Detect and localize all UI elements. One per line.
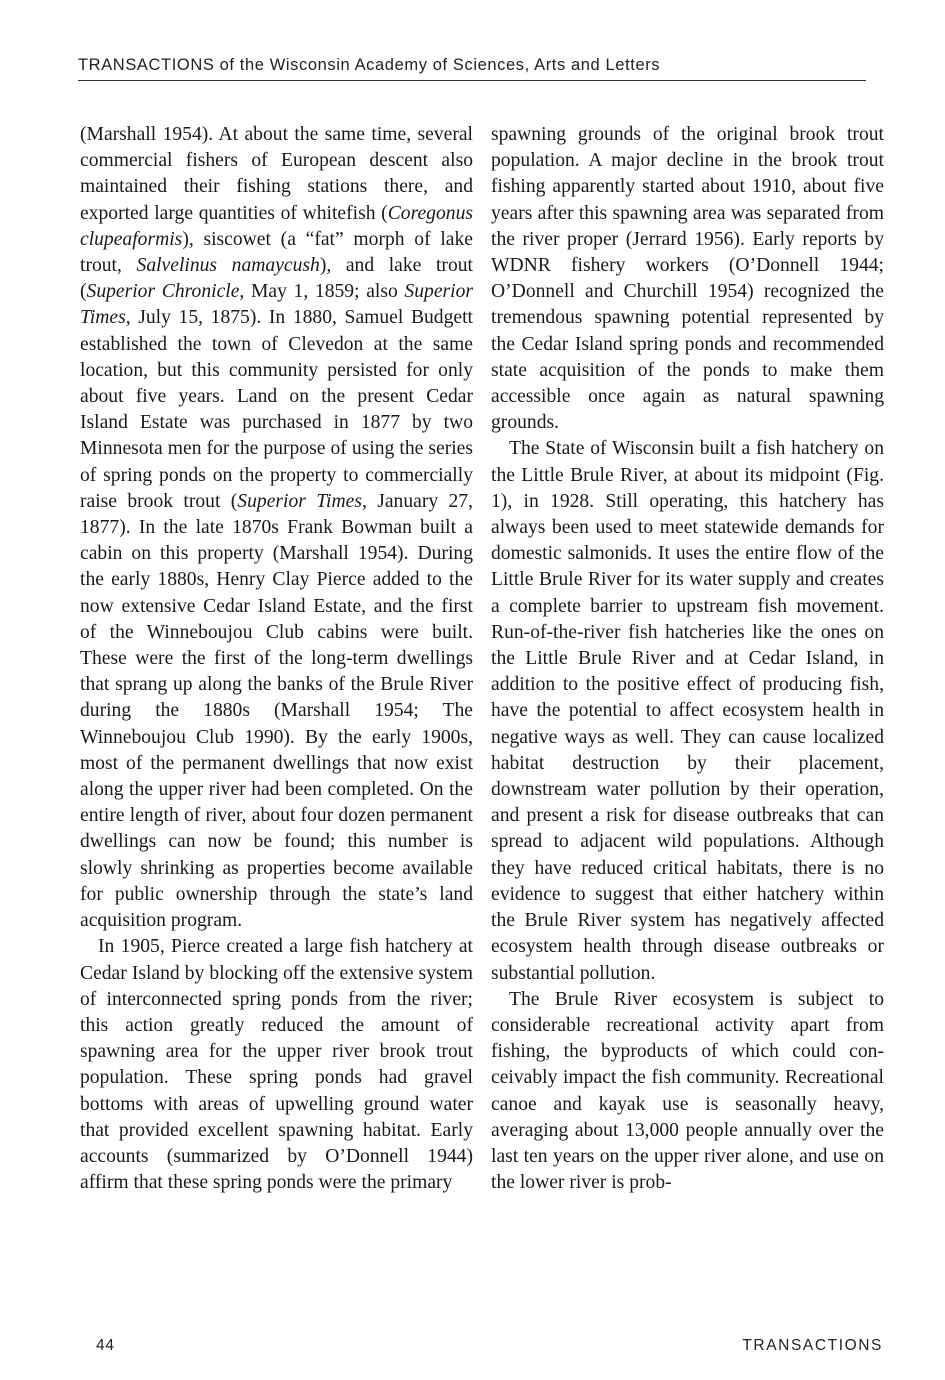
right-column <box>491 122 884 1196</box>
paragraph: (Marshall 1954). At about the same time, several commercial fishers of European descent also maintained their fishing stations there, and exported large quantities of whitefish (Coregonus clupeaformis), siscowet (a “fat” morph of lake trout, Salvelinus namaycush), and lake trout (Superior Chronicle, May 1, 1859; also Superior Times, July 15, 1875). In 1880, Samuel Budgett established the town of Clevedon at the same location, but this community persisted for only about five years. Land on the present Cedar Island Estate was purchased in 1877 by two Minnesota men for the purpose of using the series of spring ponds on the property to commercially raise brook trout (Superior Times, January 27, 1877). In the late 1870s Frank Bowman built a cabin on this property (Marshall 1954). During the early 1880s, Henry Clay Pierce added to the now extensive Cedar Island Estate, and the first of the Winneboujou Club cabins were built. These were the first of the long-term dwellings that sprang up along the banks of the Brule River during the 1880s (Marshall 1954; The Winneboujou Club 1990). By the early 1900s, most of the permanent dwellings that now exist along the upper river had been completed. On the entire length of river, about four dozen permanent dwellings can now be found; this number is slowly shrinking as properties become available for public ownership through the state’s land acquisition program. <box>80 124 473 932</box>
paragraph: The Brule River ecosystem is subject to considerable recreational activity apart from fishing, the byproducts of which could conceivably impact the fish community. Recreational canoe and kayak use is seasonally heavy, averaging about 13,000 people annually over the last ten years on the upper river alone, and use on the lower river is prob- <box>491 988 884 1194</box>
paragraph: The State of Wisconsin built a fish hatchery on the Little Brule River, at about its midpoint (Fig. 1), in 1928. Still operating, this hatchery has always been used to meet statewide demands for domestic salmonids. It uses the entire flow of the Little Brule River for its water supply and creates a complete barrier to upstream fish movement. Run-of-the-river fish hatcheries like the ones on the Little Brule River and at Cedar Island, in addition to the positive effect of producing fish, have the potential to affect ecosystem health in negative ways as well. They can cause localized habitat destruction by their placement, downstream water pollution by their operation, and present a risk for disease outbreaks that can spread to adjacent wild populations. Although they have reduced critical habitats, there is no evidence to suggest that either hatchery within the Brule River system has negatively affected ecosystem health through disease outbreaks or substantial pollution. <box>491 438 884 984</box>
paragraph: In 1905, Pierce created a large fish hatchery at Cedar Island by blocking off the extensive system of interconnected spring ponds from the river; this action greatly reduced the amount of spawning area for the upper river brook trout population. These spring ponds had gravel bottoms with areas of upwelling ground water that provided excellent spawning habitat. Early accounts (summarized by O’Donnell 1944) affirm that these spring ponds were the primary <box>80 936 473 1194</box>
header-rule <box>78 80 866 81</box>
running-head: TRANSACTIONS of the Wisconsin Academy of Sciences, Arts and Letters <box>78 56 661 74</box>
footer-running-title: TRANSACTIONS <box>742 1337 883 1354</box>
page-number: 44 <box>96 1337 115 1354</box>
paragraph: spawning grounds of the original brook trout population. A major decline in the brook trout fishing apparently started about 1910, about five years after this spawning area was separated from the river proper (Jerrard 1956). Early reports by WDNR fishery workers (O’Donnell 1944; O’Donnell and Churchill 1954) recognized the tremendous spawning potential represented by the Cedar Island spring ponds and recommended state acquisition of the ponds to make them accessible once again as natural spawning grounds. <box>491 124 884 434</box>
left-column <box>80 122 473 1196</box>
